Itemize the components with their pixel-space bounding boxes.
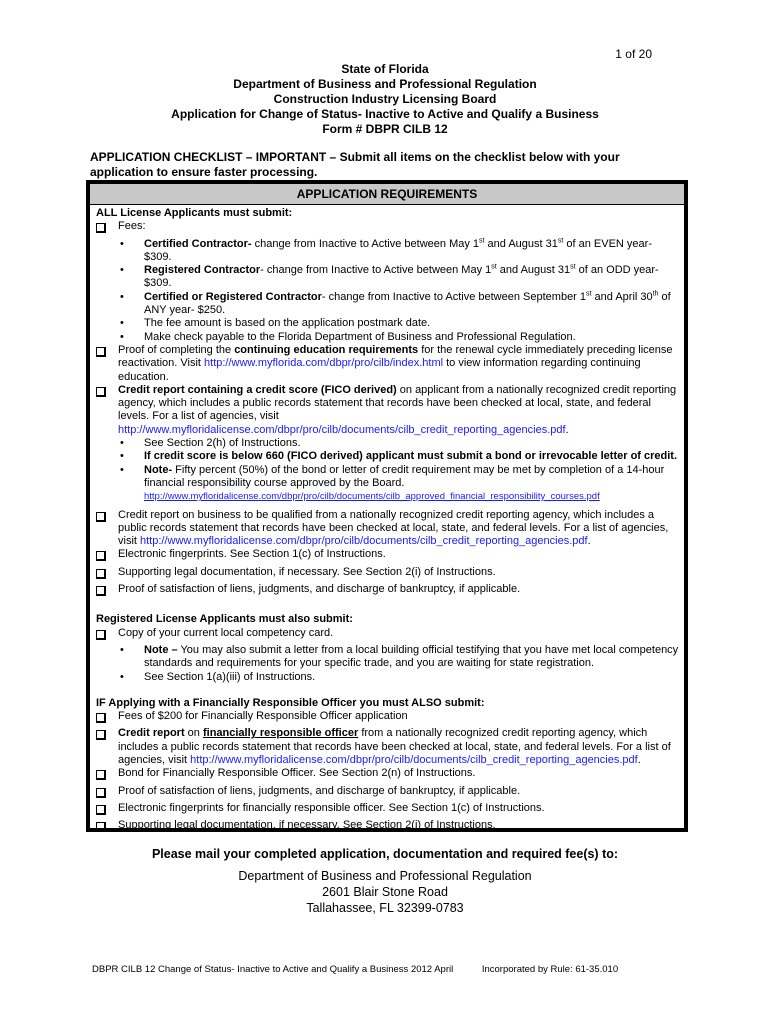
footer — [92, 964, 644, 975]
item-text: Make check payable to the Florida Department of Business and Professional Regulation. — [144, 330, 576, 343]
item-text: Supporting legal documentation, if necessary. See Section 2(i) of Instructions. — [118, 565, 496, 578]
checklist-item[interactable] — [96, 727, 680, 767]
credit-agencies-link[interactable]: http://www.myfloridalicense.com/dbpr/pro/cilb/documents/cilb_credit_reporting_agencies.pdf — [118, 423, 566, 436]
item-text: Copy of your current local competency card. — [118, 626, 334, 639]
checkbox-icon[interactable] — [96, 819, 118, 836]
item-text: Fees: — [118, 220, 146, 233]
title-line: Application for Change of Status- Inactive to Active and Qualify a Business — [171, 107, 599, 121]
bullet-item — [96, 450, 680, 463]
bullet-icon: • — [120, 670, 124, 683]
checkbox-icon[interactable] — [96, 344, 118, 384]
bullet-item — [96, 238, 680, 265]
item-text: See Section 1(a)(iii) of Instructions. — [144, 670, 316, 683]
bullet-icon: • — [120, 237, 124, 250]
checkbox-icon[interactable] — [96, 220, 118, 237]
footer-rule: Incorporated by Rule: 61-35.010 — [481, 964, 619, 975]
title-line: Form # DBPR CILB 12 — [322, 122, 448, 136]
credit-agencies-link[interactable]: http://www.myfloridalicense.com/dbpr/pro/cilb/documents/cilb_credit_reporting_agencies.pdf — [190, 753, 638, 766]
bullet-icon: • — [120, 437, 124, 450]
checkbox-icon[interactable] — [96, 802, 118, 819]
item-text: Credit report on business to be qualified from a nationally recognized credit reporting agency, which includes a public records statement that records have been checked at local, state, and federal levels. For a list of agencies, visit http://www.myfloridalicense.com/dbpr/pro/cilb/documents/cilb_credit_reporting_agencies.pdf. — [118, 508, 669, 548]
bullet-item — [96, 644, 680, 671]
item-text: Bond for Financially Responsible Officer. See Section 2(n) of Instructions. — [118, 767, 476, 780]
address-line: Department of Business and Professional Regulation — [238, 869, 532, 883]
title-line: Construction Industry Licensing Board — [273, 92, 497, 106]
item-text: Proof of satisfaction of liens, judgments, and discharge of bankruptcy, if applicable. — [118, 583, 521, 596]
item-text: Supporting legal documentation, if necessary. See Section 2(i) of Instructions. — [118, 819, 496, 832]
checkbox-icon[interactable] — [96, 767, 118, 784]
ce-link[interactable]: http://www.myflorida.com/dbpr/pro/cilb/index.html — [204, 357, 444, 370]
section-heading: ALL License Applicants must submit: — [96, 207, 293, 219]
bullet-item — [96, 264, 680, 291]
item-text: Electronic fingerprints. See Section 1(c) of Instructions. — [118, 548, 386, 561]
checkbox-icon[interactable] — [96, 785, 118, 802]
requirements-box — [86, 180, 688, 832]
bullet-icon: • — [120, 264, 124, 277]
checklist-item[interactable] — [96, 220, 680, 237]
checkbox-icon[interactable] — [96, 627, 118, 644]
address-line: 2601 Blair Stone Road — [322, 885, 448, 899]
bullet-item — [96, 437, 680, 450]
bullet-icon: • — [120, 643, 124, 656]
checklist-item[interactable] — [96, 785, 680, 802]
checkbox-icon[interactable] — [96, 384, 118, 437]
requirements-header: APPLICATION REQUIREMENTS — [90, 184, 684, 205]
item-text: Registered Contractor- change from Inactive to Active between May 1st and August 31st of an ODD year- $309. — [144, 263, 659, 290]
checklist-item[interactable] — [96, 509, 680, 549]
checkbox-icon[interactable] — [96, 548, 118, 565]
item-text: See Section 2(h) of Instructions. — [144, 437, 301, 450]
checklist-item[interactable] — [96, 344, 680, 384]
checklist-item[interactable] — [96, 548, 680, 565]
checkbox-icon[interactable] — [96, 509, 118, 549]
bullet-item — [96, 317, 680, 330]
item-text: Note- Fifty percent (50%) of the bond or letter of credit requirement may be met by completion of a 14-hour financial responsibility course approved by the Board. http://www.myfloridalicense.com/dbpr/pro/cilb/documents/cilb_approved_financial_responsibility_courses.pdf — [144, 463, 665, 503]
checklist-heading: APPLICATION CHECKLIST – IMPORTANT – Submit all items on the checklist below with your application to ensure faster processing. — [90, 150, 620, 179]
checklist-item[interactable] — [96, 802, 680, 819]
bullet-icon: • — [120, 450, 124, 463]
checklist-item[interactable] — [96, 819, 680, 836]
courses-link[interactable]: http://www.myfloridalicense.com/dbpr/pro/cilb/documents/cilb_approved_financial_responsibility_courses.pdf — [144, 491, 600, 503]
bullet-item — [96, 464, 680, 504]
address-line: Tallahassee, FL 32399-0783 — [306, 901, 464, 915]
item-text: Credit report containing a credit score (FICO derived) on applicant from a nationally recognized credit reporting agency, which includes a public records statement that records have been checked at local, state, and federal levels. For a list of agencies, visit http://www.myfloridalicense.com/dbpr/pro/cilb/documents/cilb_credit_reporting_agencies.pdf. — [118, 383, 677, 436]
footer-form: DBPR CILB 12 Change of Status- Inactive to Active and Qualify a Business 2012 April — [92, 964, 454, 975]
section-heading: Registered License Applicants must also submit: — [96, 613, 353, 626]
item-text: Proof of completing the continuing education requirements for the renewal cycle immediately preceding license reactivation. Visit http://www.myflorida.com/dbpr/pro/cilb/index.html to view information regarding continuing education. — [118, 343, 673, 383]
checkbox-icon[interactable] — [96, 583, 118, 600]
bullet-item — [96, 291, 680, 318]
item-text: If credit score is below 660 (FICO derived) applicant must submit a bond or irrevocable letter of credit. — [144, 450, 678, 463]
mailing-instructions — [0, 846, 770, 916]
checklist-item[interactable] — [96, 583, 680, 600]
checklist-item[interactable] — [96, 767, 680, 784]
item-text: Credit report on financially responsible officer from a nationally recognized credit reporting agency, which includes a public records statement that records have been checked at local, state, and federal levels. For a list of agencies, visit http://www.myfloridalicense.com/dbpr/pro/cilb/documents/cilb_credit_reporting_agencies.pdf. — [118, 727, 671, 766]
bullet-icon: • — [120, 317, 124, 330]
bullet-icon: • — [120, 463, 124, 476]
bullet-icon: • — [120, 290, 124, 303]
mail-heading: Please mail your completed application, documentation and required fee(s) to: — [151, 847, 619, 861]
bullet-item — [96, 331, 680, 344]
item-text: Certified or Registered Contractor- change from Inactive to Active between September 1st and April 30th of ANY year- $250. — [144, 290, 671, 317]
item-text: Certified Contractor- change from Inactive to Active between May 1st and August 31st of an EVEN year- $309. — [144, 236, 652, 263]
bullet-item — [96, 671, 680, 684]
checkbox-icon[interactable] — [96, 727, 118, 767]
item-text: Note – You may also submit a letter from a local building official testifying that you have met local competency standards and requirements for your specific trade, and you are waiting for state registration. — [144, 643, 679, 670]
title-line: State of Florida — [341, 62, 429, 76]
checklist-item[interactable] — [96, 566, 680, 583]
checkbox-icon[interactable] — [96, 710, 118, 727]
page-number: 1 of 20 — [615, 47, 652, 61]
checklist-item[interactable] — [96, 710, 680, 727]
bullet-icon: • — [120, 330, 124, 343]
item-text: Electronic fingerprints for financially responsible officer. See Section 1(c) of Instructions. — [118, 801, 545, 814]
checklist-item[interactable] — [96, 384, 680, 437]
document-title — [0, 62, 770, 137]
section-heading: IF Applying with a Financially Responsible Officer you must ALSO submit: — [96, 696, 485, 709]
credit-agencies-link[interactable]: http://www.myfloridalicense.com/dbpr/pro/cilb/documents/cilb_credit_reporting_agencies.pdf — [140, 535, 588, 548]
title-line: Department of Business and Professional Regulation — [233, 77, 537, 91]
item-text: Fees of $200 for Financially Responsible Officer application — [118, 710, 408, 723]
item-text: Proof of satisfaction of liens, judgments, and discharge of bankruptcy, if applicable. — [118, 784, 521, 797]
item-text: The fee amount is based on the application postmark date. — [144, 317, 431, 330]
checklist-item[interactable] — [96, 627, 680, 644]
checkbox-icon[interactable] — [96, 566, 118, 583]
